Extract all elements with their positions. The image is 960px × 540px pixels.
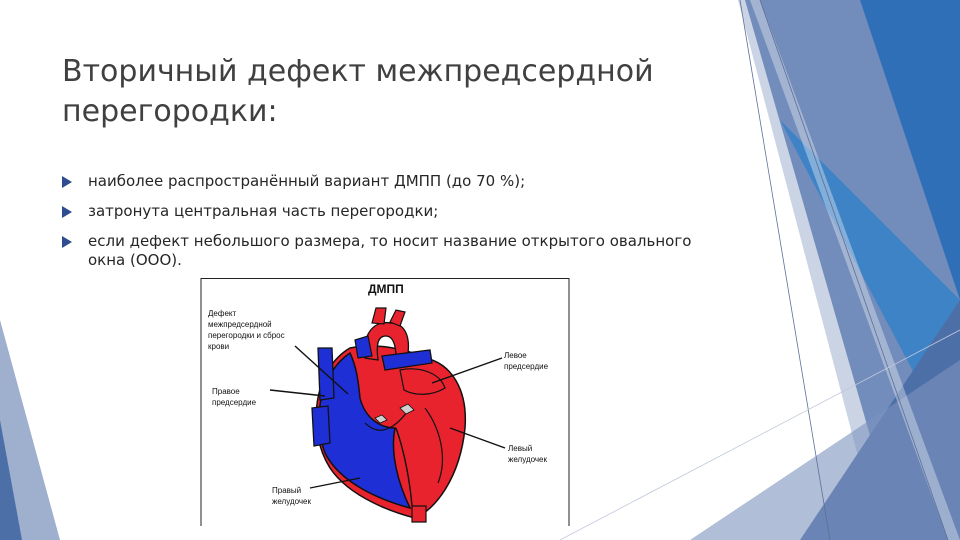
triangle-bullet-icon bbox=[62, 236, 72, 248]
bullet-text: если дефект небольшого размера, то носит название открытого овального окна (ООО). bbox=[88, 232, 692, 269]
bullet-item bbox=[62, 202, 732, 221]
label-defect: Дефект межпредсердной перегородки и сброс крови bbox=[208, 309, 285, 351]
heart-diagram bbox=[200, 278, 570, 526]
triangle-bullet-icon bbox=[62, 206, 72, 218]
bullet-text: наиболее распространённый вариант ДМПП (до 70 %); bbox=[88, 172, 526, 190]
triangle-bullet-icon bbox=[62, 176, 72, 188]
label-left-ventricle: Левый желудочек bbox=[508, 444, 547, 464]
label-left-atrium: Левое предсердие bbox=[504, 351, 549, 371]
slide-title: Вторичный дефект межпредсердной перегородки: bbox=[62, 54, 654, 129]
bullet-item bbox=[62, 172, 732, 191]
label-right-ventricle: Правый желудочек bbox=[272, 486, 311, 506]
bullet-item bbox=[62, 232, 732, 270]
figure-title: ДМПП bbox=[368, 282, 404, 296]
label-right-atrium: Правое предсердие bbox=[212, 387, 257, 407]
bullet-list bbox=[62, 172, 732, 281]
bullet-text: затронута центральная часть перегородки; bbox=[88, 202, 439, 220]
